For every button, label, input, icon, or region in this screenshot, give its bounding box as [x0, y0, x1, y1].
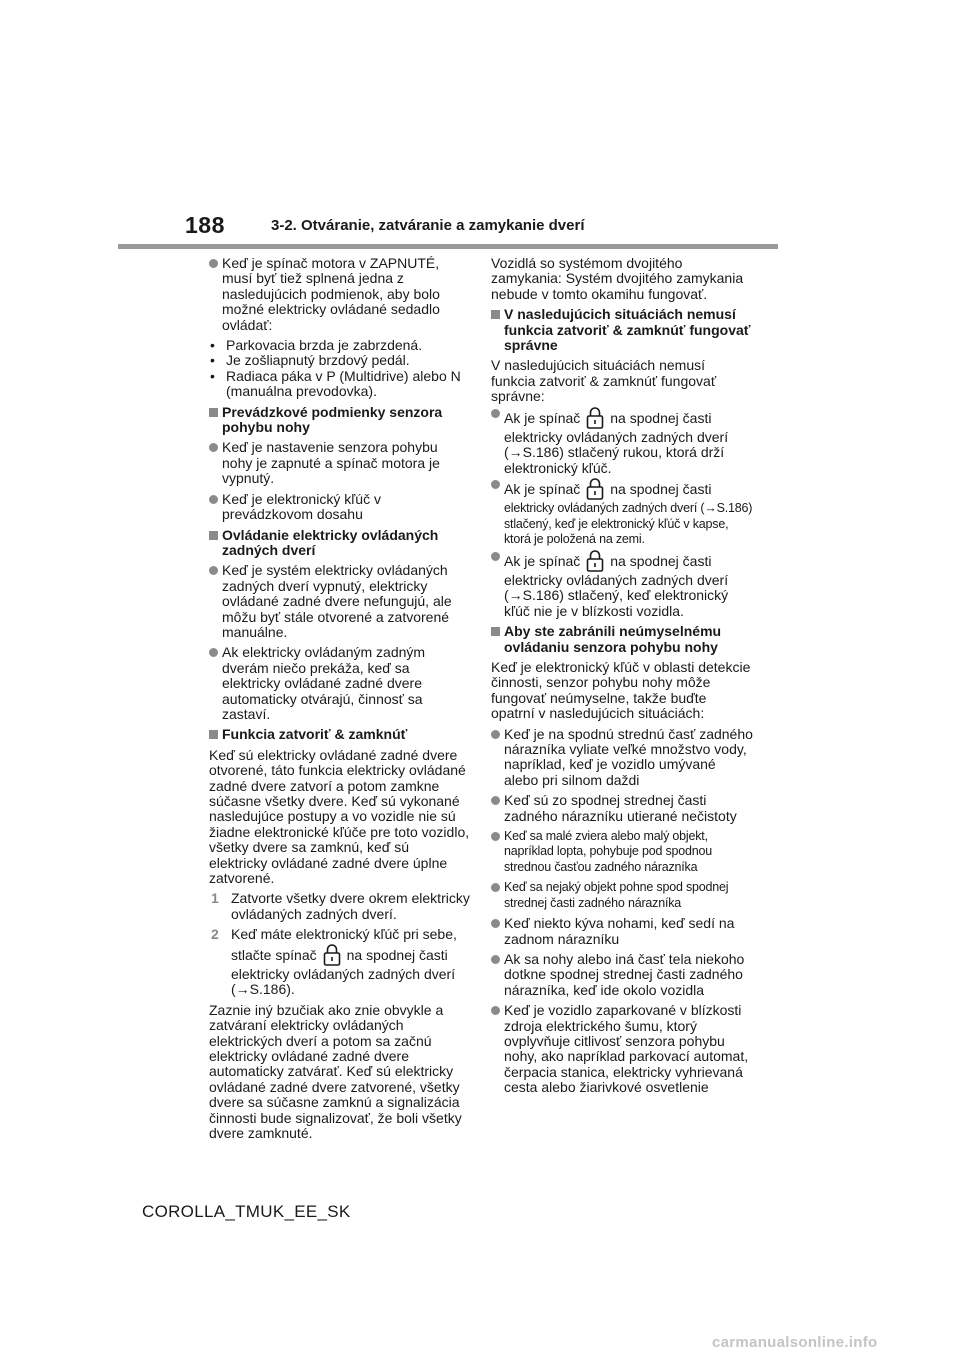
- bullet-text: Ak je spínač: [504, 481, 581, 498]
- lock-icon: [323, 944, 341, 966]
- header-rule: [118, 244, 778, 249]
- bullet-item: [491, 477, 753, 548]
- bullet-text: na spodnej časti: [610, 552, 712, 569]
- bullet-text: Ak je spínač: [504, 409, 581, 426]
- bullet-first-line: [504, 549, 753, 573]
- step-1: [209, 891, 471, 922]
- bullet-text: elektricky ovládaných zadných dverí (→S.186) stlačený, keď je elektronický kľúč v kapse, ktorá je položená na zemi.: [504, 501, 753, 547]
- step-number: 2: [211, 926, 219, 943]
- bullet-item: Keď sa malé zviera alebo malý objekt, napríklad lopta, pohybuje pod spodnou strednou časťou zadného nárazníka: [491, 829, 753, 875]
- right-column: [491, 256, 753, 1101]
- subsection-heading: Funkcia zatvoriť & zamknúť: [209, 727, 471, 742]
- paragraph: Vozidlá so systémom dvojitého zamykania: Systém dvojitého zamykania nebude v tomto okamihu fungovať.: [491, 255, 744, 302]
- subsection-heading: V nasledujúcich situáciách nemusí funkcia zatvoriť & zamknúť fungovať správne: [491, 307, 753, 353]
- bullet-item: Keď je vozidlo zaparkované v blízkosti zdroja elektrického šumu, ktorý ovplyvňuje citlivosť senzora pohybu nohy, ako napríklad parkovací automat, čerpacia stanica, elektricky vyhrievaná cesta alebo žiarivkové osvetlenie: [491, 1003, 753, 1095]
- paragraph: Zaznie iný bzučiak ako znie obvykle a zatváraní elektricky ovládaných elektrických dverí a potom sa začnú elektricky ovládané zadné dvere automaticky zatvárať. Keď sú elektricky ovládané zadné dvere zatvorené, všetky dvere sa súčasne zamknú a signalizácia činnosti bude signalizovať, že boli všetky dvere zamknuté.: [209, 1001, 462, 1142]
- bullet-item: Ak elektricky ovládaným zadným dverám niečo prekáža, keď sa elektricky ovládané zadné dvere automaticky otvárajú, činnosť sa zastaví.: [209, 645, 471, 722]
- step-text: na spodnej časti: [346, 946, 448, 963]
- bullet-item: [491, 549, 753, 620]
- bullet-item: [491, 406, 753, 477]
- bullet-item: Keď sa nejaký objekt pohne spod spodnej strednej časti zadného nárazníka: [491, 880, 753, 911]
- lock-icon: [586, 407, 604, 429]
- page-number: 188: [185, 212, 225, 238]
- bullet-item: Keď sú zo spodnej strednej časti zadného nárazníku utierané nečistoty: [491, 793, 753, 824]
- bullet-item: Keď je nastavenie senzora pohybu nohy je zapnuté a spínač motora je vypnutý.: [209, 440, 471, 486]
- bullet-item: Keď je elektronický kľúč v prevádzkovom dosahu: [209, 492, 471, 523]
- step-text: Keď máte elektronický kľúč pri sebe,: [231, 926, 457, 943]
- lock-icon: [586, 478, 604, 500]
- section-title: 3-2. Otváranie, zatváranie a zamykanie dverí: [271, 217, 585, 234]
- lock-icon: [586, 550, 604, 572]
- bullet-text: Ak je spínač: [504, 552, 581, 569]
- bullet-text: elektricky ovládaných zadných dverí (→S.186) stlačený rukou, ktorá drží elektronický kľúč.: [504, 428, 729, 476]
- step-text: stlačte spínač: [231, 946, 317, 963]
- step-text-line: [231, 943, 471, 967]
- subsection-heading: Aby ste zabránili neúmyselnému ovládaniu senzora pohybu nohy: [491, 624, 753, 655]
- paragraph: Keď je elektronický kľúč v oblasti detekcie činnosti, senzor pohybu nohy môže fungovať neúmyselne, takže buďte opatrní v nasledujúcich situáciách:: [491, 659, 751, 722]
- bullet-item: Keď je na spodnú strednú časť zadného nárazníka vyliate veľké množstvo vody, napríklad, keď je vozidlo umývané alebo pri silnom daždi: [491, 727, 753, 789]
- paragraph: V nasledujúcich situáciách nemusí funkcia zatvoriť & zamknúť fungovať správne:: [491, 357, 717, 405]
- bullet-text: na spodnej časti: [610, 409, 712, 426]
- subsection-heading: Ovládanie elektricky ovládaných zadných dverí: [209, 528, 471, 559]
- watermark: carmanualsonline.info: [712, 1334, 878, 1351]
- bullet-item: Ak sa nohy alebo iná časť tela niekoho dotkne spodnej strednej časti zadného nárazníka, keď ide okolo vozidla: [491, 952, 753, 998]
- step-text: Zatvorte všetky dvere okrem elektricky ovládaných zadných dverí.: [231, 890, 470, 922]
- document-code: COROLLA_TMUK_EE_SK: [142, 1202, 351, 1221]
- sub-bullet-item: • Radiaca páka v P (Multidrive) alebo N (manuálna prevodovka).: [209, 369, 471, 400]
- bullet-first-line: [504, 406, 753, 430]
- sub-bullet-item: • Parkovacia brzda je zabrzdená.: [209, 338, 471, 353]
- bullet-item: Keď je systém elektricky ovládaných zadných dverí vypnutý, elektricky ovládané zadné dvere nefungujú, ale môžu byť stále otvorené a zatvorené manuálne.: [209, 563, 471, 640]
- bullet-item: Keď je spínač motora v ZAPNUTÉ, musí byť tiež splnená jedna z nasledujúcich podmienok, aby bolo možné elektricky ovládané sedadlo ovládať:: [209, 256, 471, 333]
- bullet-text: na spodnej časti: [610, 481, 712, 498]
- subsection-heading: Prevádzkové podmienky senzora pohybu nohy: [209, 405, 471, 436]
- step-2: [209, 927, 471, 998]
- left-column: [209, 256, 471, 1146]
- step-text: elektricky ovládaných zadných dverí (→S.186).: [231, 965, 456, 998]
- step-number: 1: [211, 890, 219, 907]
- bullet-text: elektricky ovládaných zadných dverí (→S.186) stlačený, keď elektronický kľúč nie je v blízkosti vozidla.: [504, 571, 729, 619]
- bullet-item: Keď niekto kýva nohami, keď sedí na zadnom nárazníku: [491, 916, 753, 947]
- bullet-first-line: [504, 477, 753, 501]
- sub-bullet-item: • Je zošliapnutý brzdový pedál.: [209, 353, 471, 368]
- paragraph: Keď sú elektricky ovládané zadné dvere otvorené, táto funkcia elektricky ovládané zadné dvere zatvorí a potom zamkne súčasne všetky dvere. Keď sú vykonané nasledujúce postupy a vo vozidle nie sú žiadne elektronické kľúče pre toto vozidlo, všetky dvere sa zamknú, keď sú elektricky ovládané zadné dvere úplne zatvorené.: [209, 746, 470, 887]
